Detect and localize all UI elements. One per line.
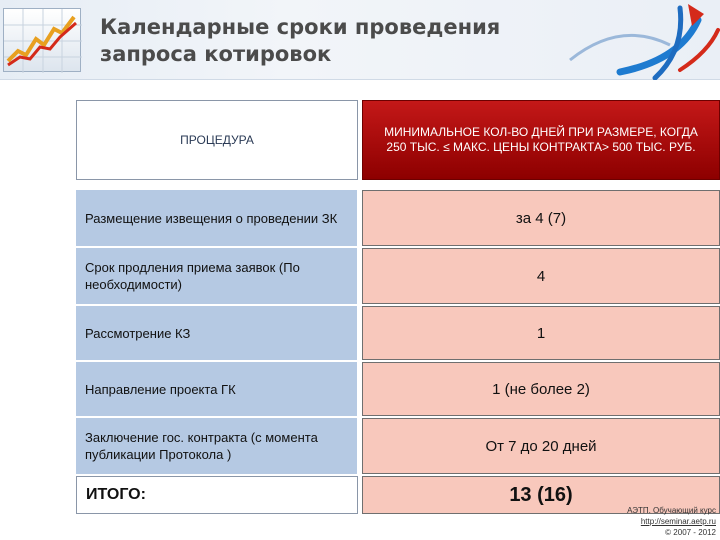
footer-course: АЭТП. Обучающий курс [627, 506, 716, 515]
days-cell: за 4 (7) [362, 190, 720, 246]
total-label: ИТОГО: [76, 476, 358, 514]
footer-link[interactable]: http://seminar.aetp.ru [640, 517, 716, 526]
page-title [100, 14, 520, 68]
swoosh-arrow-icon [560, 0, 720, 80]
procedure-cell: Заключение гос. контракта (с момента публикации Протокола ) [76, 418, 358, 474]
total-value: 13 (16) [362, 476, 720, 514]
procedure-cell: Направление проекта ГК [76, 362, 358, 416]
procedure-cell: Рассмотрение КЗ [76, 306, 358, 360]
days-cell: 1 [362, 306, 720, 360]
days-cell: 1 (не более 2) [362, 362, 720, 416]
days-cell: От 7 до 20 дней [362, 418, 720, 474]
title-line-2: запроса котировок [100, 42, 332, 66]
column-header-procedure: ПРОЦЕДУРА [76, 100, 358, 180]
procedure-cell: Размещение извещения о проведении ЗК [76, 190, 358, 246]
footer-copyright: © 2007 - 2012 [665, 528, 716, 537]
footer-credits [627, 505, 716, 538]
column-header-min-days: МИНИМАЛЬНОЕ КОЛ-ВО ДНЕЙ ПРИ РАЗМЕРЕ, КОГДА 250 ТЫС. ≤ МАКС. ЦЕНЫ КОНТРАКТА> 500 ТЫС. РУБ. [362, 100, 720, 180]
growth-chart-logo-icon [3, 8, 81, 72]
slide-header [0, 0, 720, 80]
title-line-1: Календарные сроки проведения [100, 15, 501, 39]
days-cell: 4 [362, 248, 720, 304]
procedure-cell: Срок продления приема заявок (По необходимости) [76, 248, 358, 304]
